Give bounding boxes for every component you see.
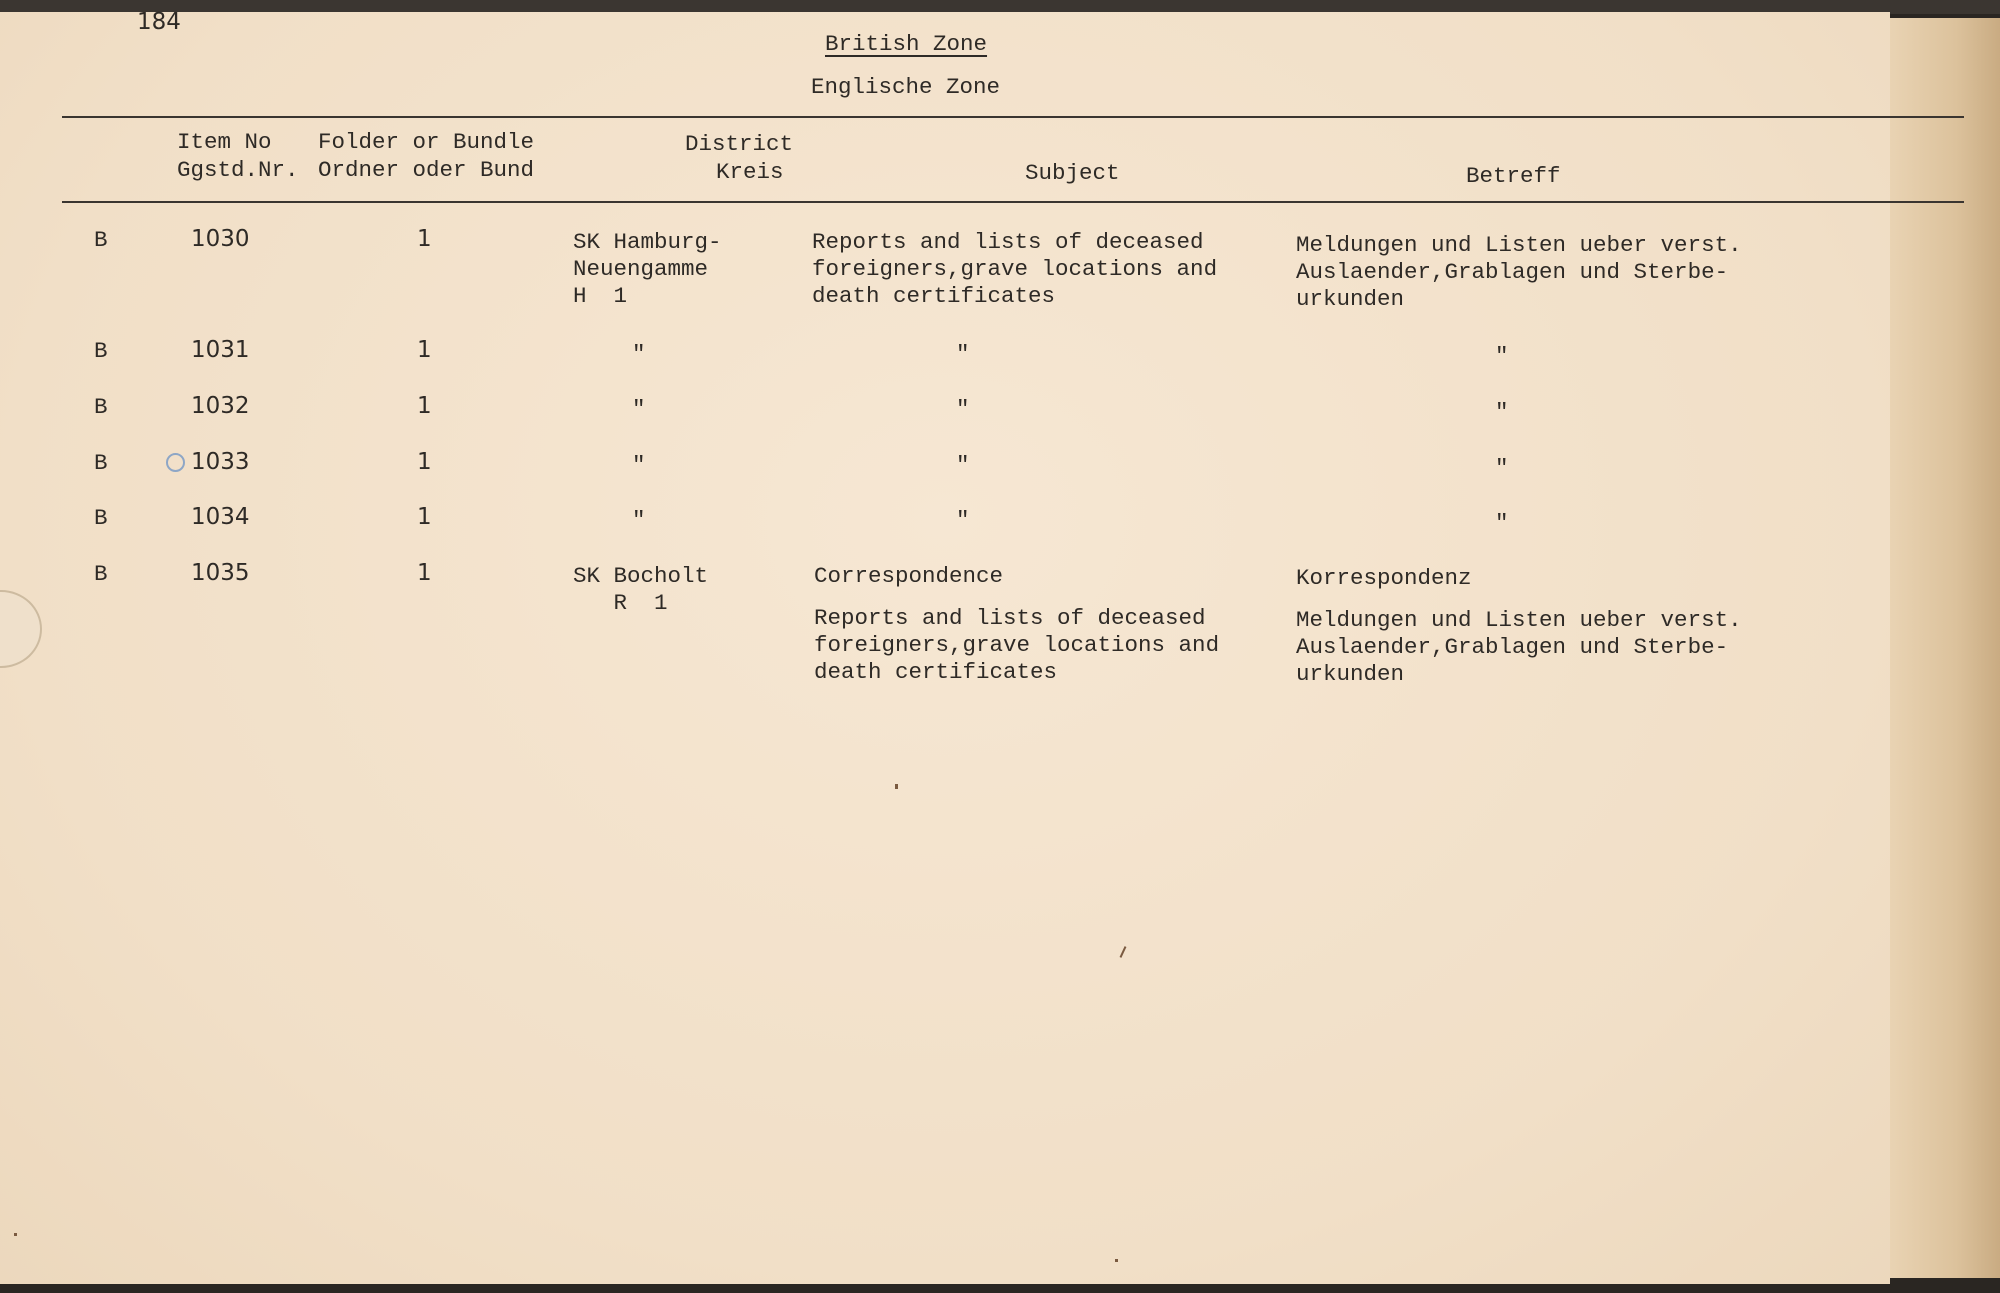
row-folder: 1 bbox=[417, 226, 432, 252]
header-item-no-de: Ggstd.Nr. bbox=[177, 157, 299, 183]
paper-speck bbox=[895, 784, 898, 789]
row-subject-line: Reports and lists of deceased bbox=[812, 229, 1204, 255]
row-betreff-ditto: " bbox=[1495, 455, 1509, 481]
row-item-no: 1035 bbox=[191, 560, 250, 586]
row-item-no: 1034 bbox=[191, 504, 250, 530]
row-folder: 1 bbox=[417, 393, 432, 419]
row-betreff-ditto: " bbox=[1495, 399, 1509, 425]
row-letter: B bbox=[94, 338, 108, 364]
row-subject-ditto: " bbox=[956, 396, 970, 422]
row-district-line: Neuengamme bbox=[573, 256, 709, 282]
row-letter: B bbox=[94, 394, 108, 420]
row-district-ditto: " bbox=[632, 507, 646, 533]
row-district-line: SK Bocholt bbox=[573, 563, 709, 589]
header-folder-de: Ordner oder Bund bbox=[318, 157, 535, 183]
row-betreff-line: Auslaender,Grablagen und Sterbe- bbox=[1296, 634, 1729, 660]
row-item-no: 1031 bbox=[191, 337, 250, 363]
row-subject-ditto: " bbox=[956, 452, 970, 478]
row-betreff-line: Meldungen und Listen ueber verst. bbox=[1296, 232, 1742, 258]
row-subject-line: death certificates bbox=[814, 659, 1058, 685]
row-subject-line: death certificates bbox=[812, 283, 1056, 309]
row-subject-ditto: " bbox=[956, 341, 970, 367]
row-item-no: 1032 bbox=[191, 393, 250, 419]
row-district-ditto: " bbox=[632, 396, 646, 422]
page-subtitle: Englische Zone bbox=[811, 74, 1001, 100]
row-subject-ditto: " bbox=[956, 507, 970, 533]
header-betreff: Betreff bbox=[1466, 163, 1561, 189]
header-subject: Subject bbox=[1025, 160, 1120, 186]
row-item-no: 1033 bbox=[191, 449, 250, 475]
page-number: 184 bbox=[137, 9, 181, 35]
row-betreff-ditto: " bbox=[1495, 510, 1509, 536]
row-district-ditto: " bbox=[632, 452, 646, 478]
row-betreff-line: Meldungen und Listen ueber verst. bbox=[1296, 607, 1742, 633]
row-subject-line: foreigners,grave locations and bbox=[814, 632, 1220, 658]
row-subject-first: Correspondence bbox=[814, 563, 1004, 589]
row-letter: B bbox=[94, 450, 108, 476]
row-district-line: SK Hamburg- bbox=[573, 229, 722, 255]
row-folder: 1 bbox=[417, 560, 432, 586]
row-letter: B bbox=[94, 227, 108, 253]
row-district-line: R 1 bbox=[573, 590, 668, 616]
header-district-de: Kreis bbox=[716, 159, 784, 185]
row-subject-line: Reports and lists of deceased bbox=[814, 605, 1206, 631]
header-rule-top bbox=[62, 116, 1964, 118]
row-item-no: 1030 bbox=[191, 226, 250, 252]
row-folder: 1 bbox=[417, 504, 432, 530]
row-letter: B bbox=[94, 561, 108, 587]
page-title: British Zone bbox=[825, 31, 988, 57]
row-folder: 1 bbox=[417, 449, 432, 475]
row-betreff-ditto: " bbox=[1495, 343, 1509, 369]
row-district-line: H 1 bbox=[573, 283, 628, 309]
row-betreff-line: urkunden bbox=[1296, 286, 1405, 312]
header-district: District bbox=[685, 131, 794, 157]
bottom-edge bbox=[0, 1284, 2000, 1293]
pencil-circle-mark bbox=[166, 453, 185, 472]
row-folder: 1 bbox=[417, 337, 432, 363]
header-rule-bottom bbox=[62, 201, 1964, 203]
header-folder: Folder or Bundle bbox=[318, 129, 535, 155]
paper-speck bbox=[14, 1233, 17, 1236]
row-betreff-line: Auslaender,Grablagen und Sterbe- bbox=[1296, 259, 1729, 285]
row-betreff-line: urkunden bbox=[1296, 661, 1405, 687]
row-subject-line: foreigners,grave locations and bbox=[812, 256, 1218, 282]
page-edge bbox=[1890, 18, 2000, 1278]
row-letter: B bbox=[94, 505, 108, 531]
paper-speck bbox=[1115, 1259, 1118, 1262]
row-district-ditto: " bbox=[632, 341, 646, 367]
row-betreff-first: Korrespondenz bbox=[1296, 565, 1472, 591]
header-item-no: Item No bbox=[177, 129, 272, 155]
